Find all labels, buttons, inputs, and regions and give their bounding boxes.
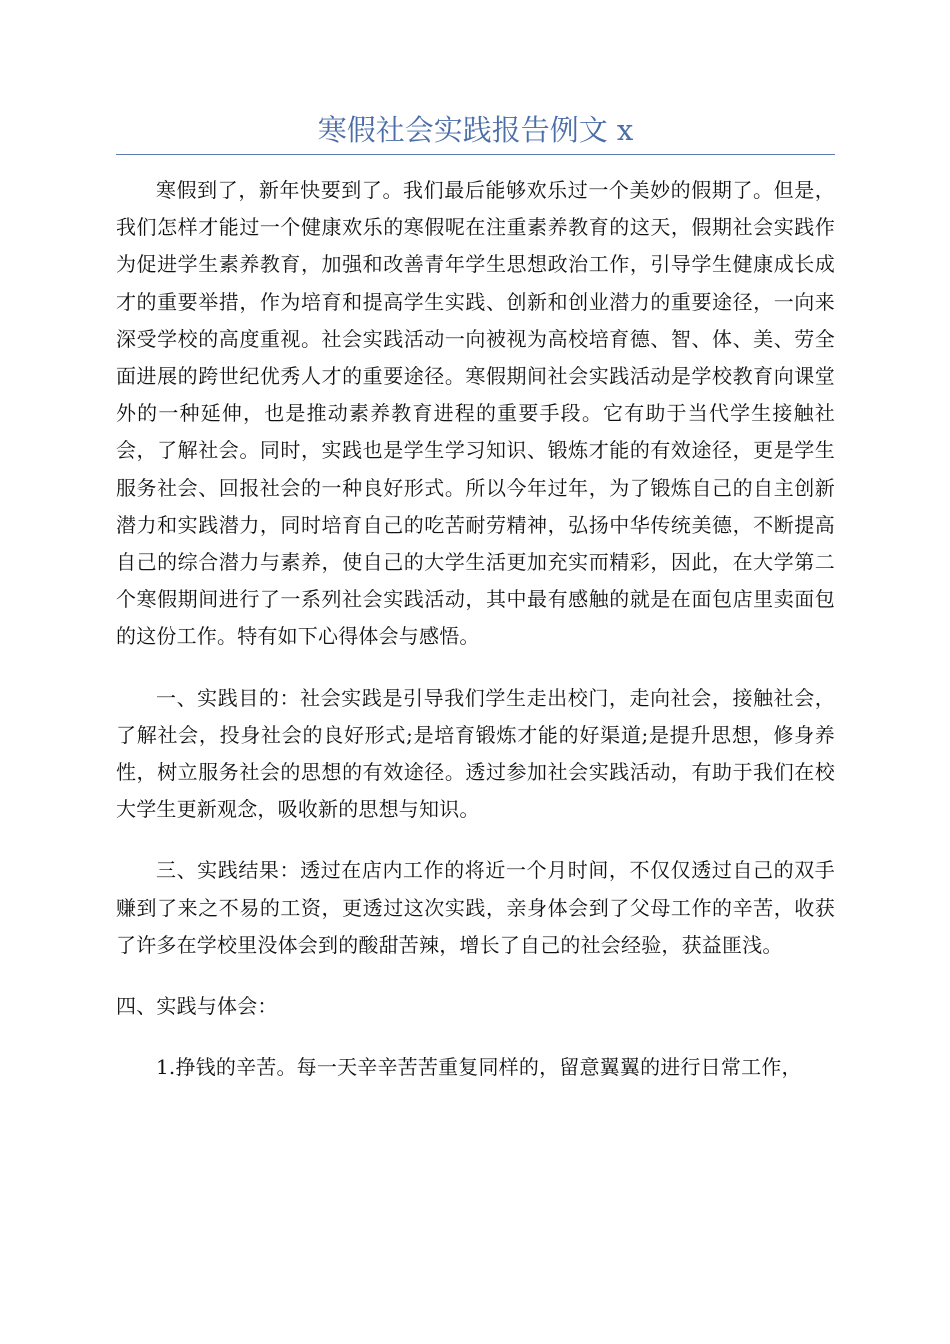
paragraph-purpose: 一、实践目的：社会实践是引导我们学生走出校门，走向社会，接触社会，了解社会，投身社会的良好形式;是培育锻炼才能的好渠道;是提升思想，修身养性，树立服务社会的思想的有效途径。透过参加社会实践活动，有助于我们在校大学生更新观念，吸收新的思想与知识。 bbox=[116, 685, 835, 822]
paragraph-point-1: 1.挣钱的辛苦。每一天辛辛苦苦重复同样的，留意翼翼的进行日常工作， bbox=[156, 1055, 802, 1080]
section-heading-experience: 四、实践与体会： bbox=[116, 994, 278, 1019]
document-title: 寒假社会实践报告例文 x bbox=[317, 113, 634, 147]
paragraph-results: 三、实践结果：透过在店内工作的将近一个月时间，不仅仅透过自己的双手赚到了来之不易的工资，更透过这次实践，亲身体会到了父母工作的辛苦，收获了许多在学校里没体会到的酸甜苦辣，增长了自己的社会经验，获益匪浅。 bbox=[116, 858, 835, 957]
paragraph-intro: 寒假到了，新年快要到了。我们最后能够欢乐过一个美妙的假期了。但是，我们怎样才能过一个健康欢乐的寒假呢在注重素养教育的这天，假期社会实践作为促进学生素养教育，加强和改善青年学生思想政治工作，引导学生健康成长成才的重要举措，作为培育和提高学生实践、创新和创业潜力的重要途径，一向来深受学校的高度重视。社会实践活动一向被视为高校培育德、智、体、美、劳全面进展的跨世纪优秀人才的重要途径。寒假期间社会实践活动是学校教育向课堂外的一种延伸，也是推动素养教育进程的重要手段。它有助于当代学生接触社会，了解社会。同时，实践也是学生学习知识、锻炼才能的有效途径，更是学生服务社会、回报社会的一种良好形式。所以今年过年，为了锻炼自己的自主创新潜力和实践潜力，同时培育自己的吃苦耐劳精神，弘扬中华传统美德，不断提高自己的综合潜力与素养，使自己的大学生活更加充实而精彩，因此，在大学第二个寒假期间进行了一系列社会实践活动，其中最有感触的就是在面包店里卖面包的这份工作。特有如下心得体会与感悟。 bbox=[116, 178, 835, 649]
document-body bbox=[116, 172, 835, 1110]
title-underline bbox=[116, 154, 835, 155]
